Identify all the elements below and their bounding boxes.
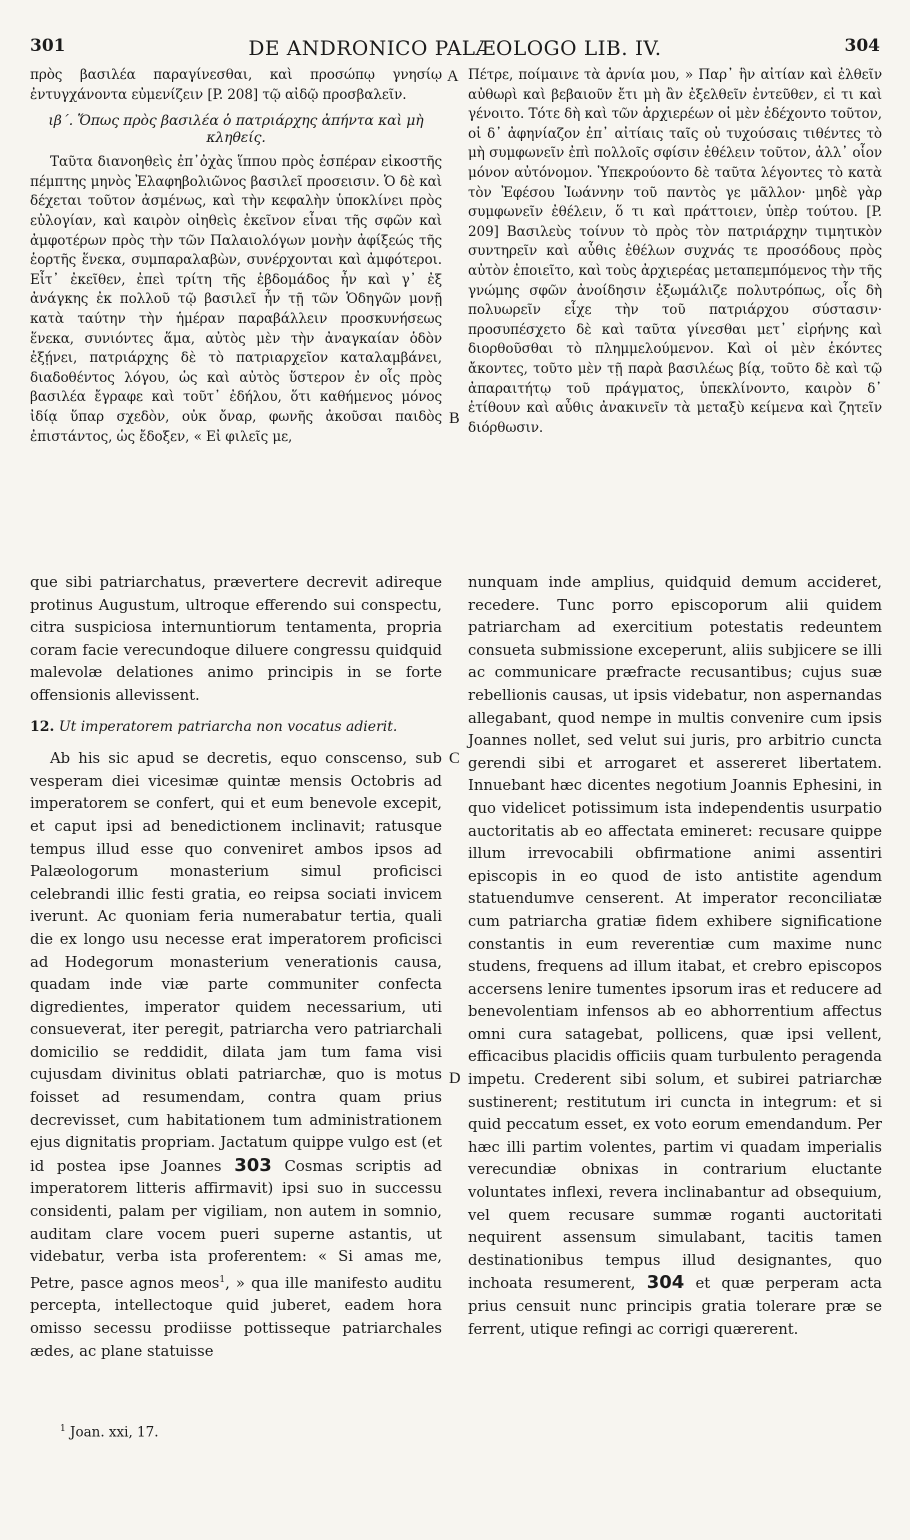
margin-marker-d: D	[449, 1070, 461, 1087]
latin-section-heading	[30, 716, 442, 739]
latin-column-right	[468, 572, 882, 1341]
latin-left-paragraph-2	[30, 748, 442, 1363]
footnote	[60, 1424, 159, 1441]
latin-right-text-a: nunquam inde amplius, quidquid demum accideret, recedere. Tunc porro episcoporum alii quidem patriarcham ad exercitium potestatis redeuntem consueta submissione exceperunt, aliis subjicere se illi ac communicare præfracte recusantibus; cujus suæ rebellionis causas, ut ipsis videbatur, non aspernandas allegabant, quod nempe in multis convenire cum ipsis Joannes nollet, sed velut sui juris, pro arbitrio cuncta gerendi sibi et arrogaret et assereret libertatem. Innuebant hæc dicentes negotium Joannis Ephesini, in quo videlicet potissimum ista independentis usurpatio auctoritatis ab eo affectata emineret: recusare quippe illum irrevocabili obfirmatione animi assentiri episcopis in eo quod de isto antistite agendum statuendumve censerent. At imperator reconciliatæ cum patriarcha gratiæ fidem exhibere significatione constantis in eum reverentiæ cum maxime nunc studens, frequens ad illum itabat, et crebro episcopos accersens lenire tumentes ipsorum iras et reducere ad benevolentiam infensos ab eo abhorrentium affectus omni cura satagebat, pollicens, quæ ipsi vellent, efficacibus placidis officiis quam turbulento peragenda impetu. Crederent sibi solum, et subirei patriarchæ sustinerent; restitutum iri cuncta in integrum: et si quid peccatum esset, ex voto eorum emendandum. Per hæc illi partim volentes, partim vi quadam imperialis verecundiæ obnixas in contrarium eluctante voluntates inflexi, revera inclinabantur ad obsequium, vel quem recusare summæ roganti auctoritati nequirent assensum simulabant, tacitis tamen destinationibus tempus illud designantes, quo inchoata resumerent,	[468, 574, 882, 1293]
running-title: DE ANDRONICO PALÆOLOGO LIB. IV.	[248, 36, 662, 60]
latin-section-title: Ut imperatorem patriarcha non vocatus adierit.	[58, 718, 398, 735]
greek-left-paragraph-1: πρὸς βασιλέα παραγίνεσθαι, καὶ προσώπῳ γνησίῳ ἐντυγχάνοντα εὐμενίζειν [P. 208] τῷ αἰδῷ προσβαλεῖν.	[30, 67, 442, 103]
latin-section-number: 12.	[30, 718, 55, 735]
greek-section-heading: ιβ΄. Ὅπως πρὸς βασιλέα ὁ πατριάρχης ἀπήντα καὶ μὴ κληθείς.	[48, 113, 424, 147]
latin-left-text-a: Ab his sic apud se decretis, equo conscenso, sub vesperam diei vicesimæ quintæ mensis Octobris ad imperatorem se confert, qui et eum benevole excepit, et caput ipsi ad benedictionem inclinavit; ratusque tempus illud esse quo conveniret ambos ipsos ad Palæologorum monasterium simul proficisci celebrandi illic festi gratia, eo reipsa sociati invicem iverunt. Ac quoniam feria numerabatur tertia, quali die ex longo usu necesse erat imperatorem proficisci ad Hodegorum monasterium venerationis causa, quadam inde viæ parte communiter confecta digredientes, imperator quidem necessarium, uti consueverat, iter peregit, patriarcha vero patriarchali domicilio se reddidit, dilata jam tum fama visi cujusdam divinitus oblati patriarchæ, quo is motus foisset ad resumendam, contra quam prius decrevisset, cum habitationem tum administrationem ejus dignitatis propriam. Jactatum quippe vulgo est (et id postea ipse Joannes	[30, 750, 442, 1175]
margin-marker-c: C	[449, 750, 460, 767]
latin-left-paragraph-1: que sibi patriarchatus, prævertere decrevit adireque protinus Augustum, ultroque efferendo sui conspectu, citra suspiciosa internuntiorum tentamenta, propria coram facie verecundoque diluere congressu quidquid malevolæ delationes animo principis in se forte offensionis allevissent.	[30, 574, 442, 704]
running-header	[30, 36, 880, 66]
latin-left-text-b: Cosmas scriptis ad imperatorem litteris affirmavit) ipsi suo in successu considenti, palam per vigiliam, non autem in somnio, auditam clare vocem pueri superne astantis, ut videbatur, verba ista proferentem: « Si amas me, Petre, pasce agnos meos	[30, 1157, 442, 1292]
margin-marker-b: B	[449, 410, 460, 427]
greek-column-right	[468, 66, 882, 438]
margin-marker-a: A	[447, 68, 459, 85]
page-marker-304: 304	[646, 1272, 685, 1294]
page-number-right: 304	[844, 36, 880, 56]
latin-right-paragraph-1	[468, 572, 882, 1341]
footnote-text: Joan. xxi, 17.	[70, 1424, 159, 1441]
latin-column-left	[30, 572, 442, 1363]
latin-right-text-b: et quæ perperam acta prius censuit nunc principis gratia tolerare præ se ferrent, utique refingi ac corrigi quærerent.	[468, 1275, 882, 1338]
page-number-left: 301	[30, 36, 66, 56]
footnote-mark: 1	[60, 1424, 66, 1434]
page-marker-303: 303	[234, 1154, 272, 1176]
greek-left-paragraph-2: Ταῦτα διανοηθεὶς ἐπ᾽ὀχὰς ἵππου πρὸς ἑσπέραν εἰκοστῆς πέμπτης μηνὸς Ἐλαφηβολιῶνος βασιλεῖ προσεισιν. Ὁ δὲ καὶ δέχεται τοῦτον ἀσμένως, καὶ τὴν κεφαλὴν ὑποκλίνει πρὸς εὐλογίαν, καὶ καιρὸν οἰηθεὶς ἐκεῖνον εἶναι τῆς σφῶν καὶ ἀμφοτέρων πρὸς τὴν τῶν Παλαιολόγων μονὴν ἀφίξεώς τῆς ἑορτῆς ἕνεκα, συμπαραλαβὼν, συνέρχονται καὶ ἀμφότεροι. Εἶτ᾽ ἐκεῖθεν, ἐπεὶ τρίτη τῆς ἑβδομάδος ἦν καὶ γ᾽ ἐξ ἀνάγκης ἐκ πολλοῦ τῷ βασιλεῖ ἦν τῇ τῶν Ὁδηγῶν μονῇ κατὰ ταύτην τὴν ἡμέραν παραβάλλειν προσκυνήσεως ἕνεκα, συνιόντες ἅμα, αὐτὸς μὲν τὴν ἀναγκαίαν ὁδὸν ἐξῄνει, πατριάρχης δὲ τὸ πατριαρχεῖον καταλαμβάνει, διαδοθέντος λόγου, ὡς καὶ αὐτὸς ὕστερον ἐν οἷς πρὸς βασιλέα ἔγραφε καὶ τοῦτ᾽ ἐδήλου, ὅτι καθήμενος μόνος ἰδίᾳ ὕπαρ σχεδὸν, οὐκ ὄναρ, φωνῆς ἀκοῦσαι παιδὸς ἐπιστάντος, ὡς ἔδοξεν, « Εἰ φιλεῖς με,	[30, 154, 442, 445]
footnote-reference: 1	[219, 1274, 226, 1285]
greek-right-paragraph-1: Πέτρε, ποίμαινε τὰ ἀρνία μου, » Παρ᾽ ἣν αἰτίαν καὶ ἐλθεῖν αὐθωρὶ καὶ βεβαιοῦν ἔτι μὴ ἂν ἐξελθεῖν ἐντεῦθεν, εἰ τι καὶ γένοιτο. Τότε δὴ καὶ τῶν ἀρχιερέων οἱ μὲν ἐδέχοντο τοῦτον, οἱ δ᾽ ἀφηνίαζον ἐπ᾽ αἰτίαις ταῖς οὐ τυχούσαις τιθέντες τὸ μὴ συμφωνεῖν ἐπὶ πολλοῖς σφίσιν ἐθέλειν τοῦτον, ἀλλ᾽ οἷον μόνον αὐτόνομον. Ὑπεκρούοντο δὲ ταῦτα λέγοντες τὸ κατὰ τὸν Ἐφέσου Ἰωάννην τοῦ παντὸς γε μᾶλλον· μηδὲ γὰρ συμφωνεῖν ἐθέλειν, ὅ τι καὶ πράττοιεν, ὑπὲρ τούτου. [P. 209] Βασιλεὺς τοίνυν τὸ πρὸς τὸν πατριάρχην τιμητικὸν συντηρεῖν καὶ αὖθις ἐθέλων συχνάς τε προσόδους πρὸς αὐτὸν ἐποιεῖτο, καὶ τοὺς ἀρχιερέας μεταπεμπόμενος τὴν τῆς γνώμης σφῶν ἀνοίδησιν ἐξωμάλιζε πολυτρόπως, οἷς δὴ πολυωρεῖν εἶχε τὴν τοῦ πατριάρχου σύστασιν· προσυπέσχετο δὲ καὶ ταῦτα γίνεσθαι μετ᾽ εἰρήνης καὶ διορθοῦσθαι τὸ πλημμελούμενον. Καὶ οἱ μὲν ἑκόντες ἄκοντες, τοῦτο μὲν τῇ παρὰ βασιλέως βίᾳ, τοῦτο δὲ καὶ τῷ ἀπαραιτήτῳ τοῦ πράγματος, ὑπεκλίνοντο, καιρὸν δ᾽ ἐτίθουν καὶ αὖθις ἀνακινεῖν τὰ μεταξὺ κείμενα καὶ ζητεῖν διόρθωσιν.	[468, 67, 882, 436]
greek-column-left	[30, 66, 442, 447]
latin-left-text-c: , » qua ille manifesto auditu percepta, intellectoque quid juberet, eadem hora omisso secessu prodiisse pottisseque patriarchales ædes, ac plane statuisse	[30, 1274, 442, 1360]
